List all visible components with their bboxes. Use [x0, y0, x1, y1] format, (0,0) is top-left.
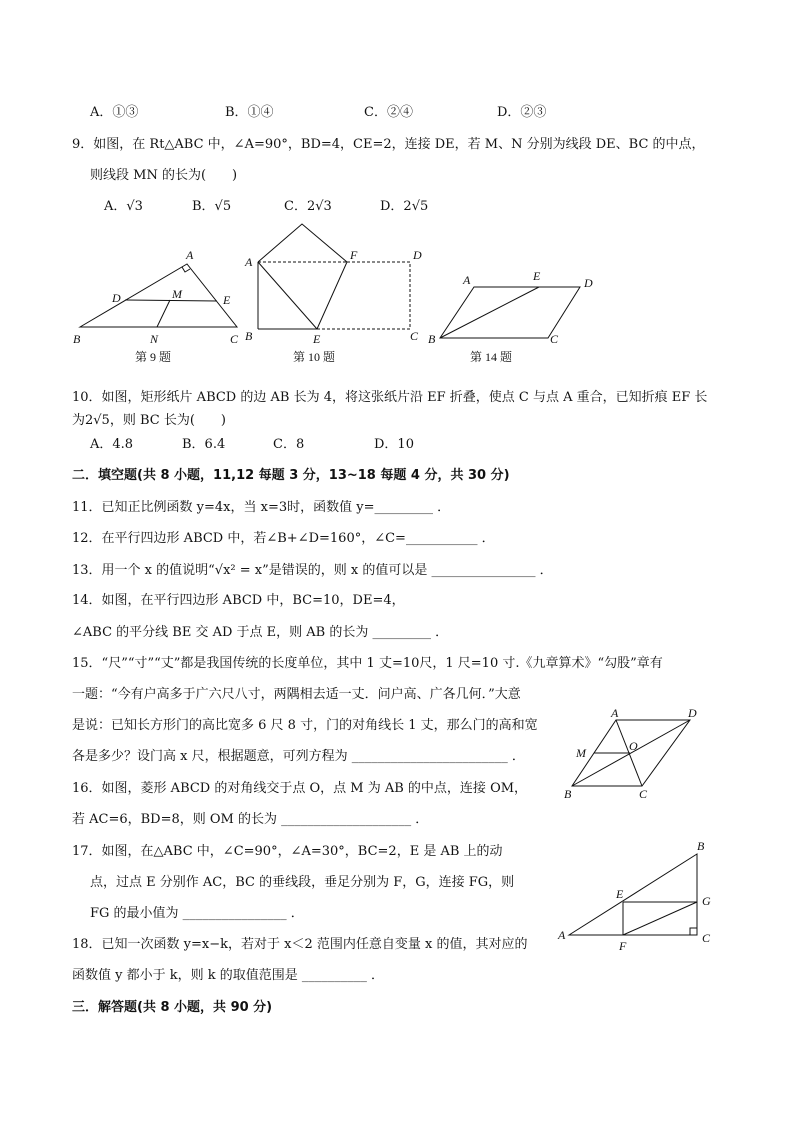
q17-line1: 17．如图，在△ABC 中，∠C=90°，∠A=30°，BC=2，E 是 AB 上的动 [72, 844, 503, 859]
fig17-label-c: C [702, 931, 711, 945]
fig9-label-a: A [186, 248, 194, 262]
q10-option-c: C．8 [273, 437, 305, 452]
q9-stem-line1: 9．如图，在 Rt△ABC 中，∠A=90°，BD=4，CE=2，连接 DE，若 M、N 分别为线段 DE、BC 的中点， [72, 137, 705, 152]
fig16-label-o: O [629, 739, 638, 753]
fig16-label-m: M [576, 746, 586, 760]
q14-line1: 14．如图，在平行四边形 ABCD 中，BC=10，DE=4， [72, 593, 405, 608]
fig14-label-d: D [584, 276, 593, 290]
q9-stem-line2: 则线段 MN 的长为( ) [90, 168, 238, 183]
figure-9 [80, 264, 237, 327]
fig9-label-b: B [73, 332, 81, 346]
q10-option-a: A．4.8 [90, 437, 134, 452]
q8-option-a: A．①③ [90, 105, 139, 120]
fig17-label-g: G [702, 894, 711, 908]
q9-option-a: A．√3 [104, 199, 143, 214]
fig16-label-a: A [611, 706, 619, 720]
caption-fig10: 第 10 题 [293, 350, 336, 364]
fig10-label-a: A [245, 255, 253, 269]
figure-17 [555, 835, 725, 955]
caption-fig14: 第 14 题 [470, 350, 513, 364]
q14-line2: ∠ABC 的平分线 BE 交 AD 于点 E，则 AB 的长为 _________ ． [72, 625, 449, 640]
fig9-label-c: C [230, 332, 239, 346]
fig14-label-a: A [463, 273, 471, 287]
fig9-label-d: D [112, 291, 121, 305]
fig10-label-f: F [350, 248, 358, 262]
q9-option-c: C．2√3 [284, 199, 332, 214]
q10-stem-line1: 10．如图，矩形纸片 ABCD 的边 AB 长为 4，将这张纸片沿 EF 折叠，使点 C 与点 A 重合，已知折痕 EF 长 [72, 390, 708, 405]
fig16-label-b: B [564, 787, 572, 801]
q17-line3: FG 的最小值为 ________________ ． [90, 906, 304, 921]
q15-line4: 各是多少？设门高 x 尺，根据题意，可列方程为 ________________________ ． [72, 749, 525, 764]
fig17-label-b: B [697, 839, 705, 853]
section-2-heading: 二．填空题(共 8 小题，11,12 每题 3 分，13~18 每题 4 分，共 30 分) [72, 468, 510, 483]
q10-option-d: D．10 [374, 437, 414, 452]
fig14-label-e: E [533, 269, 541, 283]
q12: 12．在平行四边形 ABCD 中，若∠B+∠D=160°，∠C=___________ ． [72, 531, 495, 546]
fig10-label-e: E [313, 332, 321, 346]
fig9-label-e: E [223, 293, 231, 307]
q8-option-d: D．②③ [497, 105, 547, 120]
section-3-heading: 三．解答题(共 8 小题，共 90 分) [72, 1000, 273, 1015]
fig9-label-n: N [150, 332, 159, 346]
fig16-label-c: C [639, 787, 648, 801]
figure-10 [258, 224, 410, 329]
q9-option-d: D．2√5 [380, 199, 429, 214]
q9-option-b: B．√5 [192, 199, 232, 214]
fig17-label-f: F [619, 939, 627, 953]
q16-line1: 16．如图，菱形 ABCD 的对角线交于点 O，点 M 为 AB 的中点，连接 OM， [72, 781, 528, 796]
fig16-label-d: D [688, 706, 697, 720]
caption-fig9: 第 9 题 [135, 350, 172, 364]
q16-line2: 若 AC=6，BD=8，则 OM 的长为 ____________________ ． [72, 812, 429, 827]
fig17-label-a: A [558, 928, 566, 942]
q15-line3: 是说：已知长方形门的高比宽多 6 尺 8 寸，门的对角线长 1 丈，那么门的高和宽 [72, 718, 538, 733]
q15-line2: 一题：“今有户高多于广六尺八寸，两隅相去适一丈．问户高、广各几何．”大意 [72, 687, 521, 702]
q10-option-b: B．6.4 [182, 437, 226, 452]
figure-14 [440, 287, 580, 338]
q10-stem-line2: 为2√5，则 BC 长为( ) [72, 413, 226, 428]
fig14-label-c: C [550, 332, 559, 346]
fig10-label-d: D [413, 248, 422, 262]
q18-line1: 18．已知一次函数 y=x−k，若对于 x＜2 范围内任意自变量 x 的值，其对应的 [72, 937, 528, 952]
figure-16 [560, 700, 710, 805]
fig17-label-e: E [616, 887, 624, 901]
q17-line2: 点，过点 E 分别作 AC，BC 的垂线段，垂足分别为 F，G，连接 FG，则 [90, 875, 515, 890]
q15-line1: 15．“尺”“寸”“丈”都是我国传统的长度单位，其中 1 丈=10尺，1 尺=10 寸.《九章算术》“勾股”章有 [72, 656, 663, 671]
q8-option-b: B．①④ [225, 105, 274, 120]
q18-line2: 函数值 y 都小于 k，则 k 的取值范围是 __________ ． [72, 968, 385, 983]
q13: 13．用一个 x 的值说明“√x² = x”是错误的，则 x 的值可以是 ________________ ． [72, 563, 553, 578]
fig10-label-c: C [410, 329, 419, 343]
figures-row [0, 0, 794, 380]
fig9-label-m: M [172, 287, 182, 301]
fig10-label-b: B [245, 329, 253, 343]
fig14-label-b: B [428, 332, 436, 346]
q8-option-c: C．②④ [364, 105, 413, 120]
q11: 11．已知正比例函数 y=4x，当 x=3时，函数值 y=_________ ． [72, 500, 451, 515]
